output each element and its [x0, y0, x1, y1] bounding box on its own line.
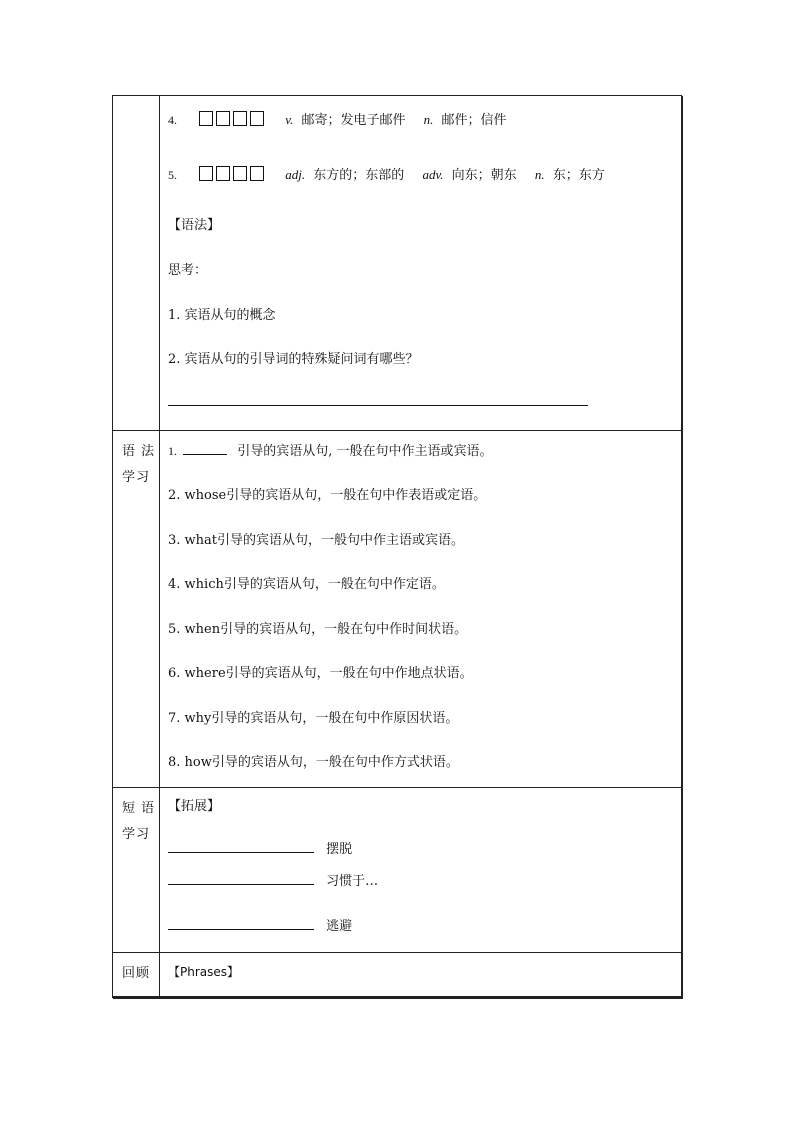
vocab-item-5: 5. adj. 东方的；东部的 adv. 向东；朝东 n. 东；东方 — [168, 164, 605, 183]
answer-line[interactable] — [168, 405, 588, 406]
expand-heading: 【拓展】 — [168, 799, 221, 814]
grammar-study-content — [160, 431, 681, 787]
think-label: 思考： — [168, 263, 208, 278]
review-label: 回顾 — [113, 953, 160, 996]
worksheet-table — [112, 95, 682, 998]
grammar-item-1: 1. 引导的宾语从句, 一般在句中作主语或宾语。 — [168, 444, 493, 459]
grammar-item-8: 8. how引导的宾语从句，一般在句中作方式状语。 — [168, 755, 459, 770]
grammar-item-2: 2. whose引导的宾语从句，一般在句中作表语或定语。 — [168, 488, 487, 503]
grammar-item-3: 3. what引导的宾语从句，一般句中作主语或宾语。 — [168, 533, 465, 548]
grammar-heading: 【语法】 — [168, 218, 221, 233]
blank-boxes[interactable] — [199, 109, 267, 128]
phrase-blank[interactable] — [168, 852, 314, 853]
review-content — [160, 953, 681, 996]
vocab-item-4: 4. v. 邮寄；发电子邮件 n. 邮件；信件 — [168, 109, 507, 128]
grammar-item-4: 4. which引导的宾语从句，一般在句中作定语。 — [168, 577, 445, 592]
phrase-study-label: 短 语 学习 — [113, 788, 160, 952]
vocab-grammar-row — [113, 96, 681, 431]
fill-blank[interactable] — [183, 454, 227, 455]
phrases-heading: 【Phrases】 — [168, 965, 240, 979]
phrase-blank[interactable] — [168, 929, 314, 930]
phrase-1: 摆脱 — [168, 838, 352, 857]
grammar-study-row — [113, 431, 681, 788]
grammar-study-label: 语 法 学习 — [113, 431, 160, 787]
phrase-2: 习惯于… — [168, 870, 378, 889]
phrase-3: 逃避 — [168, 915, 352, 934]
phrase-blank[interactable] — [168, 884, 314, 885]
grammar-item-5: 5. when引导的宾语从句，一般在句中作时间状语。 — [168, 622, 468, 637]
question-1: 1. 宾语从句的概念 — [168, 308, 276, 323]
row-label-empty — [113, 96, 160, 430]
vocab-grammar-content — [160, 96, 681, 430]
review-row — [113, 953, 681, 998]
question-2: 2. 宾语从句的引导词的特殊疑问词有哪些？ — [168, 352, 419, 367]
phrase-study-content — [160, 788, 681, 952]
grammar-item-7: 7. why引导的宾语从句，一般在句中作原因状语。 — [168, 711, 459, 726]
phrase-study-row — [113, 788, 681, 953]
grammar-item-6: 6. where引导的宾语从句，一般在句中作地点状语。 — [168, 666, 473, 681]
blank-boxes[interactable] — [199, 164, 267, 183]
